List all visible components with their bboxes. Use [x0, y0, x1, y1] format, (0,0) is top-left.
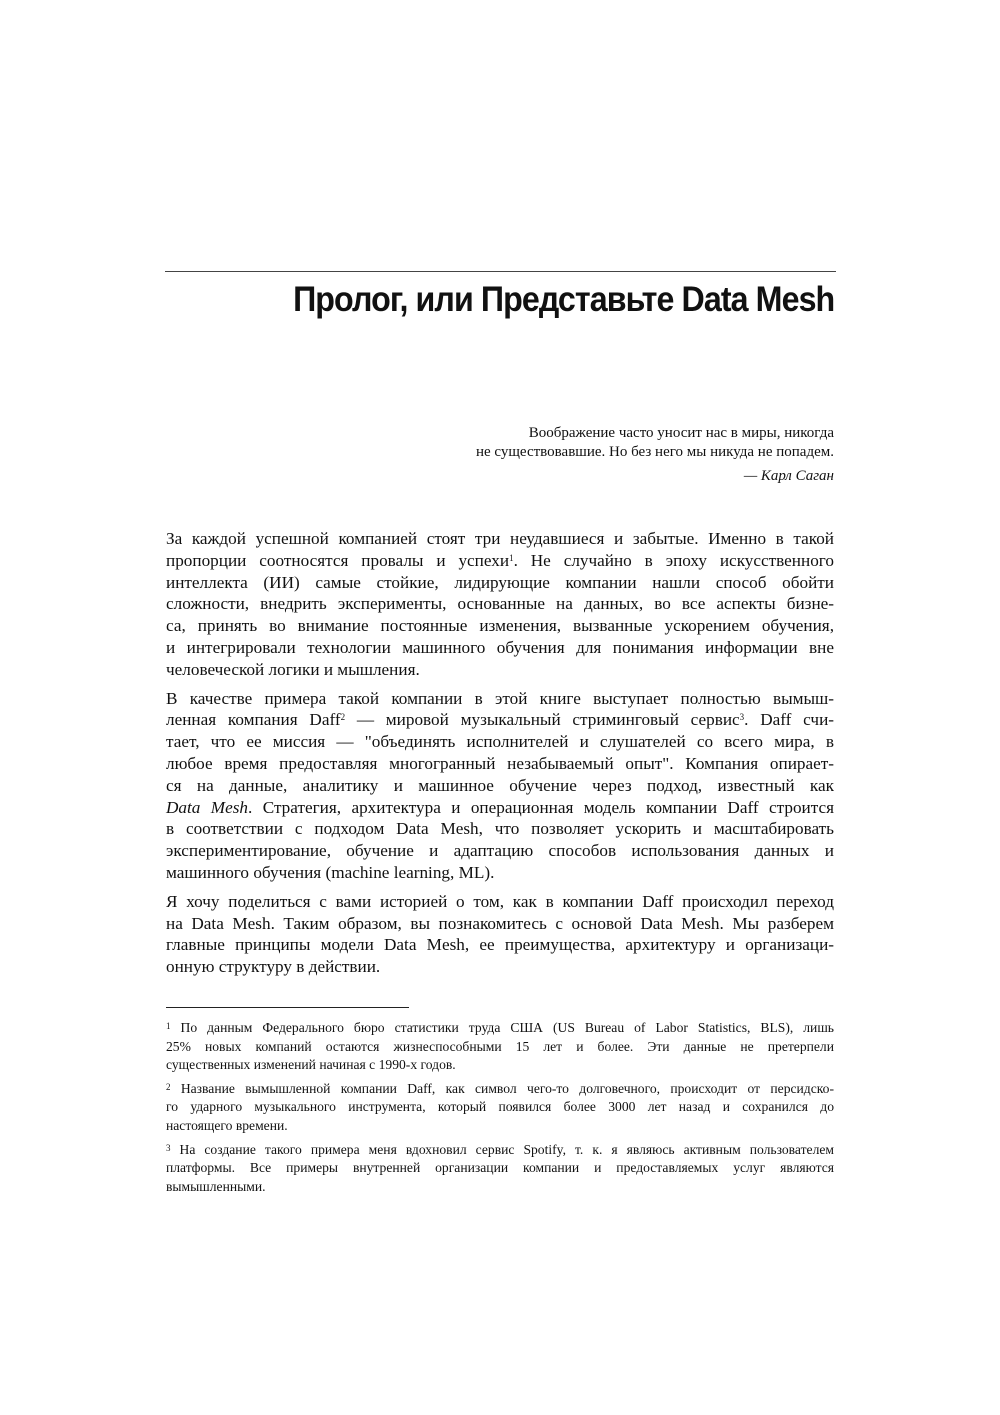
footnote-marker: 3 [166, 1142, 171, 1153]
text-line [166, 550, 834, 572]
text-segment: главные принципы модели Data Mesh, ее преимущества, архитектуру и организаци- [166, 935, 834, 955]
text-segment: машинного обучения (machine learning, ML). [166, 862, 495, 882]
text-segment: сложности, внедрить эксперименты, основанные на данных, во все аспекты бизне- [166, 594, 834, 614]
footnote-marker: 2 [340, 712, 346, 723]
text-segment: платформы. Все примеры внутренней организации компании и предоставляемых услуг являются [166, 1160, 834, 1176]
text-line [166, 709, 834, 731]
text-line [166, 956, 834, 978]
text-line [166, 1159, 834, 1178]
text-line [166, 593, 834, 615]
text-line [166, 840, 834, 862]
epigraph-author: — Карл Саган [743, 468, 834, 484]
text-line [166, 797, 834, 819]
text-line [166, 1141, 834, 1160]
footnote [166, 1080, 834, 1136]
text-line [166, 572, 834, 594]
text-line [166, 913, 834, 935]
body-text [166, 528, 834, 985]
chapter-title: Пролог, или Представьте Data Mesh [292, 280, 834, 319]
text-line [166, 1080, 834, 1099]
text-segment: человеческой логики и мышления. [166, 659, 420, 679]
text-segment: . Daff счи- [744, 710, 834, 730]
footnote-marker: 1 [509, 552, 514, 563]
footnote-marker: 3 [739, 712, 745, 723]
text-segment: По данным Федерального бюро статистики труда США (US Bureau of Labor Statistics, BLS), лишь [170, 1020, 834, 1035]
text-line [166, 891, 834, 913]
text-line [166, 528, 834, 550]
text-line [166, 775, 834, 797]
text-segment: са, принять во внимание постоянные изменения, вызванные ускорением обучения, [166, 616, 834, 636]
text-line [166, 615, 834, 637]
paragraph [166, 891, 834, 978]
epigraph-line: не существовавшие. Но без него мы никуда не попадем. [475, 444, 834, 460]
text-line [166, 659, 834, 681]
text-line [166, 688, 834, 710]
text-segment: За каждой успешной компанией стоят три неудавшиеся и забытые. Именно в такой [166, 529, 834, 548]
text-segment: Data Mesh [166, 797, 249, 817]
text-segment: Название вымышленной компании Daff, как символ чего-то долговечного, происходит от персидско- [170, 1080, 834, 1096]
text-line [166, 1038, 834, 1057]
text-segment: настоящего времени. [166, 1117, 288, 1133]
text-segment: экспериментирование, обучение и адаптацию способов использования данных и [166, 841, 834, 861]
text-segment: го ударного музыкального инструмента, который появился более 3000 лет назад и сохранился до [166, 1099, 834, 1115]
text-segment: На создание такого примера меня вдохновил сервис Spotify, т. к. я являюсь активным пользователем [170, 1141, 834, 1157]
text-line [166, 862, 834, 884]
text-segment: онную структуру в действии. [166, 957, 381, 977]
footnote-marker: 1 [166, 1021, 171, 1031]
text-line [166, 1019, 834, 1038]
footnote [166, 1141, 834, 1197]
paragraph [166, 528, 834, 681]
text-segment: 25% новых компаний остаются жизнеспособными 15 лет и более. Эти данные не претерпели [166, 1038, 834, 1054]
text-segment: любое время предоставляя многогранный незабываемый опыт". Компания опирает- [166, 753, 834, 773]
text-segment: Я хочу поделиться с вами историей о том, как в компании Daff происходил переход [166, 891, 834, 911]
text-segment: интеллекта (ИИ) самые стойкие, лидирующие компании нашли способ обойти [166, 572, 834, 592]
text-segment: . Стратегия, архитектура и операционная модель компании Daff строится [248, 797, 834, 817]
text-segment: и интегрировали технологии машинного обучения для понимания информации вне [166, 637, 834, 657]
text-line [166, 753, 834, 775]
epigraph-line: Воображение часто уносит нас в миры, никогда [528, 425, 834, 441]
text-line [166, 637, 834, 659]
title-rule [165, 271, 836, 272]
text-line [166, 1056, 834, 1075]
footnote [166, 1019, 834, 1075]
text-segment: в соответствии с подходом Data Mesh, что позволяет ускорить и масштабировать [166, 819, 834, 839]
text-line [166, 934, 834, 956]
text-segment: пропорции соотносятся провалы и успехи [166, 550, 510, 570]
text-line [166, 1098, 834, 1117]
footnote-rule [166, 1007, 409, 1008]
text-segment: вымышленными. [166, 1178, 266, 1194]
text-segment: существенных изменений начиная с 1990-х годов. [166, 1057, 456, 1073]
text-line [166, 818, 834, 840]
footnotes [166, 1019, 834, 1201]
text-segment: В качестве примера такой компании в этой книге выступает полностью вымыш- [166, 688, 834, 708]
footnote-marker: 2 [166, 1081, 171, 1092]
text-segment: . Не случайно в эпоху искусственного [513, 550, 835, 570]
text-line [166, 1117, 834, 1136]
text-line [166, 1178, 834, 1197]
text-line [166, 731, 834, 753]
text-segment: ся на данные, аналитику и машинное обучение через подход, известный как [166, 775, 834, 795]
text-segment: тает, что ее миссия — "объединять исполнителей и слушателей со всего мира, в [166, 732, 834, 752]
text-segment: ленная компания Daff [166, 710, 341, 730]
text-segment: — мировой музыкальный стриминговый сервис [345, 710, 740, 730]
epigraph [476, 424, 834, 486]
paragraph [166, 688, 834, 884]
text-segment: на Data Mesh. Таким образом, вы познакомитесь с основой Data Mesh. Мы разберем [166, 913, 834, 933]
